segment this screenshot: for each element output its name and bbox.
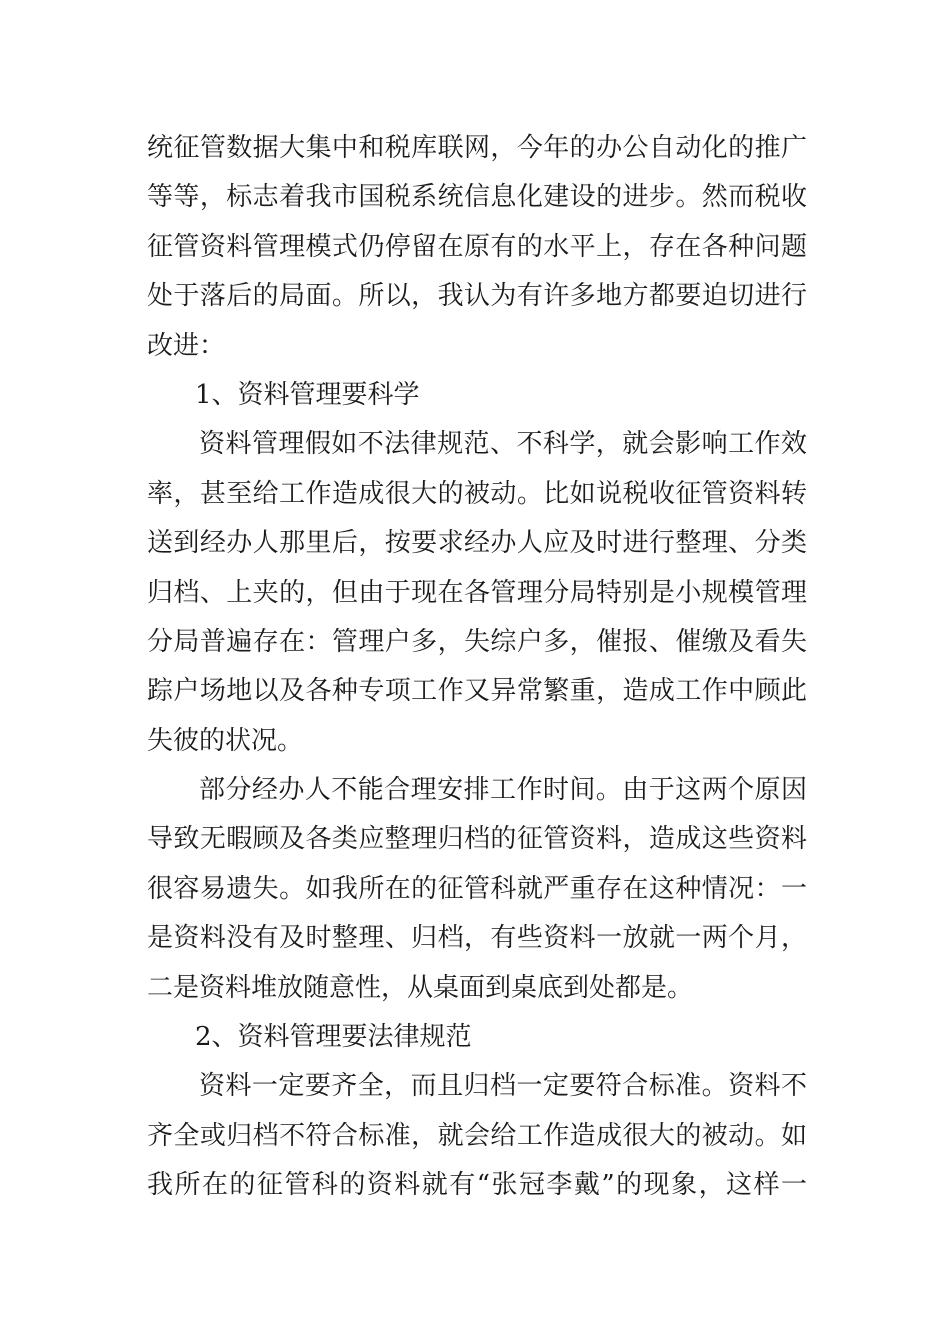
paragraph-line: 失彼的状况。: [147, 725, 304, 756]
paragraph-line: 很容易遗失。如我所在的征管科就严重存在这种情况：一: [147, 873, 807, 904]
paragraph-line: 等等，标志着我市国税系统信息化建设的进步。然而税收: [147, 182, 807, 213]
document-body: [147, 124, 807, 1211]
paragraph: [147, 1062, 807, 1210]
paragraph-line: 导致无暇顾及各类应整理归档的征管资料，造成这些资料: [147, 824, 807, 855]
paragraph-line: 齐全或归档不符合标准，就会给工作造成很大的被动。如: [147, 1120, 807, 1151]
paragraph-line: 分局普遍存在：管理户多，失综户多，催报、催缴及看失: [147, 626, 807, 657]
paragraph-line: 送到经办人那里后，按要求经办人应及时进行整理、分类: [147, 528, 807, 559]
paragraph-line: 是资料没有及时整理、归档，有些资料一放就一两个月，: [147, 923, 807, 954]
paragraph-line: 部分经办人不能合理安排工作时间。由于这两个原因: [199, 775, 807, 806]
paragraph-line: 踪户场地以及各种专项工作又异常繁重，造成工作中顾此: [147, 676, 807, 707]
paragraph-line: 处于落后的局面。所以，我认为有许多地方都要迫切进行: [147, 281, 807, 312]
section-heading: 2、资料管理要法律规范: [195, 1022, 472, 1053]
paragraph-line: 统征管数据大集中和税库联网，今年的办公自动化的推广: [147, 133, 807, 163]
paragraph-line: 改进：: [147, 330, 226, 361]
paragraph-line: 资料一定要齐全，而且归档一定要符合标准。资料不: [199, 1071, 807, 1102]
paragraph-line: 归档、上夹的，但由于现在各管理分局特别是小规模管理: [147, 577, 807, 608]
paragraph: [147, 124, 807, 371]
paragraph-line: 征管资料管理模式仍停留在原有的水平上，存在各种问题: [147, 231, 807, 262]
paragraph-line: 率，甚至给工作造成很大的被动。比如说税收征管资料转: [147, 478, 807, 509]
paragraph-line: 二是资料堆放随意性，从桌面到桌底到处都是。: [147, 972, 694, 1003]
paragraph-line: 我所在的征管科的资料就有“张冠李戴”的现象，这样一: [147, 1170, 807, 1201]
paragraph-line: 资料管理假如不法律规范、不科学，就会影响工作效: [199, 429, 807, 460]
paragraph: [147, 420, 807, 766]
section-heading: 1、资料管理要科学: [195, 379, 420, 410]
paragraph: [147, 766, 807, 1013]
